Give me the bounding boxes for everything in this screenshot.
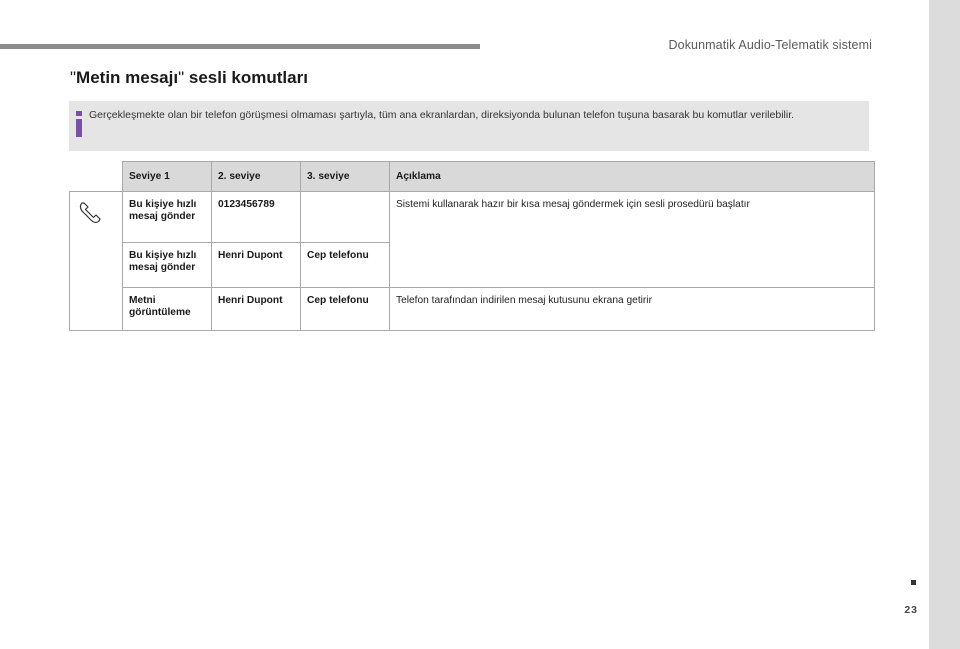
cell-level-2: Henri Dupont: [212, 243, 301, 288]
cell-level-3: [301, 192, 390, 243]
header-blank: [70, 162, 123, 192]
cell-description: Telefon tarafından indirilen mesaj kutusunu ekrana getirir: [390, 288, 875, 331]
header-level-2: 2. seviye: [212, 162, 301, 192]
title-quote-close: ": [178, 68, 185, 87]
icon-cell: [70, 192, 123, 331]
phone-handset-icon: [76, 199, 104, 227]
title-main: Metin mesajı: [76, 68, 179, 87]
info-text: Gerçekleşmekte olan bir telefon görüşmesi olmaması şartıyla, tüm ana ekranlardan, direksiyonda bulunan telefon tuşuna basarak bu komutlar verilebilir.: [89, 109, 795, 121]
cell-description: Sistemi kullanarak hazır bir kısa mesaj göndermek için sesli prosedürü başlatır: [390, 192, 875, 288]
cell-level-3: Cep telefonu: [301, 243, 390, 288]
cell-level-2: 0123456789: [212, 192, 301, 243]
voice-command-table: [69, 161, 875, 331]
table-header-row: [70, 162, 875, 192]
header-level-3: 3. seviye: [301, 162, 390, 192]
table-row: [70, 192, 875, 243]
title-suffix: sesli komutları: [184, 68, 308, 87]
title-quote-open: ": [70, 68, 77, 87]
page-number: 23: [904, 604, 918, 616]
cell-level-3: Cep telefonu: [301, 288, 390, 331]
cell-level-1: Bu kişiye hızlı mesaj gönder: [123, 243, 212, 288]
info-icon: [75, 111, 83, 137]
header-rule: [0, 44, 480, 49]
page-marker: [911, 580, 916, 585]
section-title: [70, 68, 308, 88]
info-box: [69, 101, 869, 151]
cell-level-2: Henri Dupont: [212, 288, 301, 331]
cell-level-1: Metni görüntüleme: [123, 288, 212, 331]
header-level-1: Seviye 1: [123, 162, 212, 192]
header-description: Açıklama: [390, 162, 875, 192]
table-row: [70, 288, 875, 331]
cell-level-1: Bu kişiye hızlı mesaj gönder: [123, 192, 212, 243]
side-strip: [929, 0, 960, 649]
running-title: Dokunmatik Audio-Telematik sistemi: [668, 38, 872, 52]
